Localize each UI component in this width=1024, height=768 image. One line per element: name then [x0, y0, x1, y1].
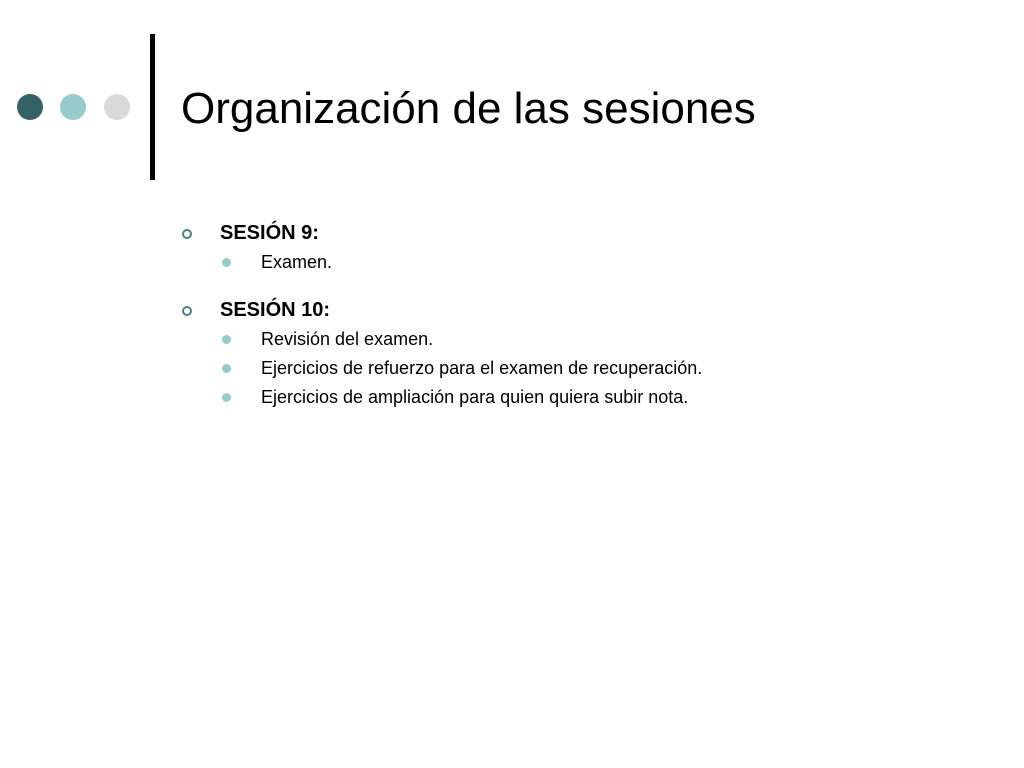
session-item-list [0, 248, 1024, 277]
disc-bullet-icon [222, 335, 231, 344]
session-block [0, 297, 1024, 412]
list-item [0, 383, 1024, 412]
session-heading: SESIÓN 10: [220, 299, 331, 321]
disc-bullet-icon [222, 258, 231, 267]
ring-bullet-icon [182, 306, 192, 316]
ring-bullet-icon [182, 229, 192, 239]
list-item [0, 354, 1024, 383]
disc-bullet-icon [222, 393, 231, 402]
session-item-list [0, 325, 1024, 412]
session-heading-row [0, 297, 1024, 325]
list-item-text: Revisión del examen. [261, 329, 434, 349]
list-item-text: Ejercicios de ampliación para quien quiera subir nota. [261, 387, 689, 407]
disc-bullet-icon [222, 364, 231, 373]
list-item [0, 248, 1024, 277]
session-heading: SESIÓN 9: [220, 222, 319, 244]
slide-title: Organización de las sesiones [181, 84, 756, 133]
list-item [0, 325, 1024, 354]
session-block [0, 220, 1024, 277]
session-heading-row [0, 220, 1024, 248]
list-item-text: Ejercicios de refuerzo para el examen de recuperación. [261, 358, 703, 378]
list-item-text: Examen. [261, 252, 333, 272]
